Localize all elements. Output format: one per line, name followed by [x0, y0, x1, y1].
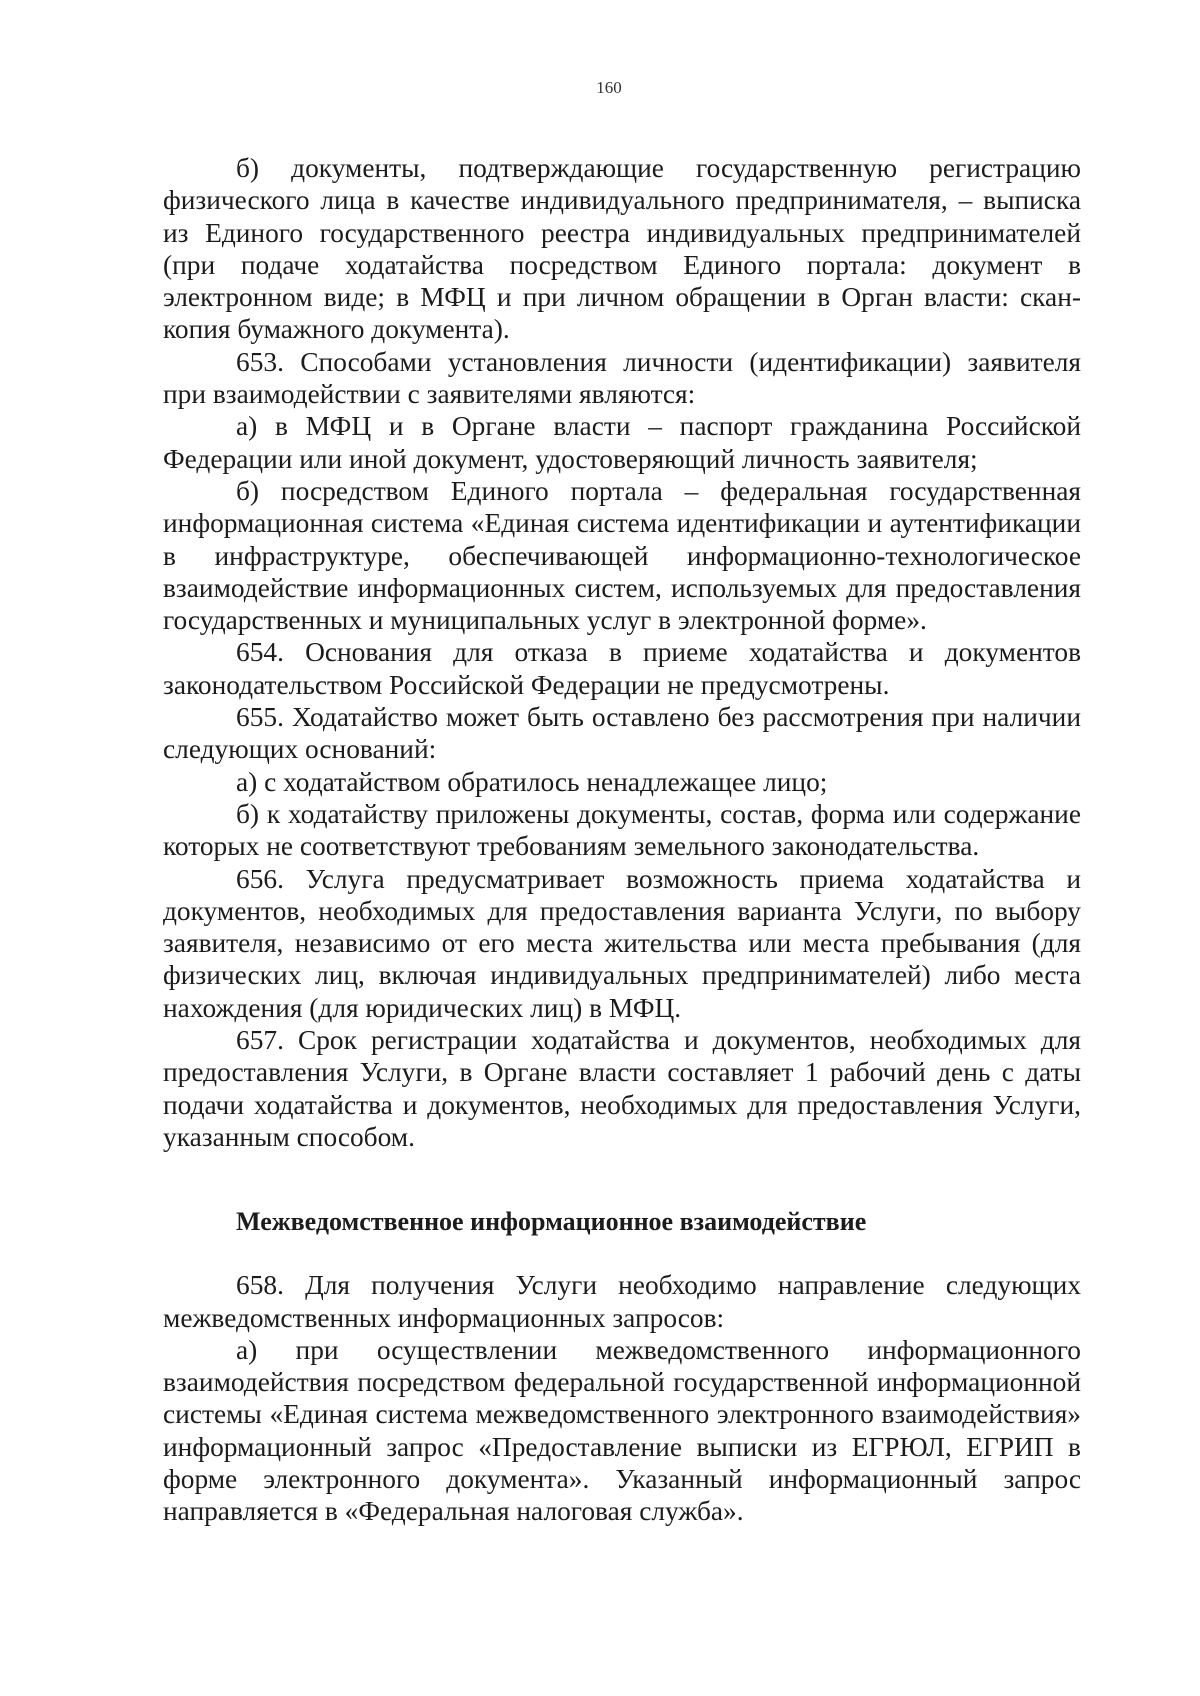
paragraph: 655. Ходатайство может быть оставлено без рассмотрения при наличии следующих оснований:: [163, 702, 1081, 765]
paragraph: б) документы, подтверждающие государственную регистрацию физического лица в качестве индивидуального предпринимателя, – выписка из Единого государственного реестра индивидуальных предпринимателей (при подаче ходатайства посредством Единого портала: документ в электронном виде; в МФЦ и при личном обращении в Орган власти: скан-копия бумажного документа).: [163, 153, 1081, 345]
paragraph: а) с ходатайством обратилось ненадлежащее лицо;: [236, 766, 828, 797]
paragraph: 653. Способами установления личности (идентификации) заявителя при взаимодействии с заявителями являются:: [163, 346, 1081, 410]
paragraph: 656. Услуга предусматривает возможность приема ходатайства и документов, необходимых для предоставления варианта Услуги, по выбору заявителя, независимо от его места жительства или места пребывания (для физических лиц, включая индивидуальных предпринимателей) либо места нахождения (для юридических лиц) в МФЦ.: [163, 863, 1081, 1023]
paragraph: 654. Основания для отказа в приеме ходатайства и документов законодательством Российской Федерации не предусмотрены.: [163, 637, 1081, 700]
page-number: 160: [596, 78, 622, 97]
document-body: [163, 152, 1081, 1528]
paragraph: а) в МФЦ и в Органе власти – паспорт гражданина Российской Федерации или иной документ, удостоверяющий личность заявителя;: [163, 411, 1081, 474]
paragraph: б) к ходатайству приложены документы, состав, форма или содержание которых не соответствуют требованиям земельного законодательства.: [163, 798, 1081, 862]
paragraph: б) посредством Единого портала – федеральная государственная информационная система «Единая система идентификации и аутентификации в инфраструктуре, обеспечивающей информационно-технологическое взаимодействие информационных систем, используемых для предоставления государственных и муниципальных услуг в электронной форме».: [163, 475, 1081, 636]
paragraph: 658. Для получения Услуги необходимо направление следующих межведомственных информационных запросов:: [163, 1270, 1081, 1333]
paragraph: 657. Срок регистрации ходатайства и документов, необходимых для предоставления Услуги, в Органе власти составляет 1 рабочий день с даты подачи ходатайства и документов, необходимых для предоставления Услуги, указанным способом.: [163, 1025, 1081, 1152]
paragraph: а) при осуществлении межведомственного информационного взаимодействия посредством федеральной государственной информационной системы «Единая система межведомственного электронного взаимодействия» информационный запрос «Предоставление выписки из ЕГРЮЛ, ЕГРИП в форме электронного документа». Указанный информационный запрос направляется в «Федеральная налоговая служба».: [163, 1334, 1081, 1527]
section-heading: Межведомственное информационное взаимодействие: [236, 1207, 867, 1237]
